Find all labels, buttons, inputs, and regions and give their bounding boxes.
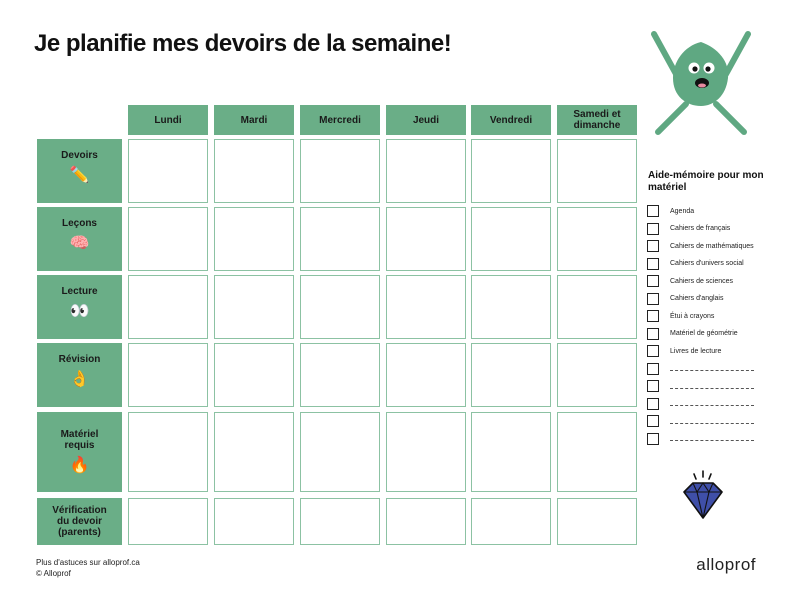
row-header-1: [37, 207, 122, 271]
checkbox[interactable]: [647, 310, 659, 322]
checklist-label: Cahiers d'univers social: [670, 260, 744, 267]
checkbox[interactable]: [647, 398, 659, 410]
eyes-icon: 👀: [69, 303, 90, 320]
checkbox[interactable]: [647, 433, 659, 445]
planner-cell[interactable]: [128, 498, 208, 545]
day-header-3: Jeudi: [386, 105, 466, 135]
blank-line[interactable]: [670, 384, 754, 389]
row-header-3: [37, 343, 122, 407]
checkbox[interactable]: [647, 415, 659, 427]
planner-cell[interactable]: [128, 207, 208, 271]
checklist-label: Livres de lecture: [670, 347, 722, 355]
checklist-item: [647, 223, 730, 235]
planner-cell[interactable]: [300, 412, 380, 492]
checklist-item: [647, 240, 754, 252]
checklist-item: [647, 310, 714, 322]
checklist-label: Cahiers de français: [670, 225, 731, 232]
planner-cell[interactable]: [300, 139, 380, 203]
day-header-0: Lundi: [128, 105, 208, 135]
checkbox[interactable]: [647, 223, 659, 235]
row-label: Leçons: [61, 218, 97, 229]
planner-cell[interactable]: [557, 498, 637, 545]
day-header-1: Mardi: [214, 105, 294, 135]
day-header-4: Vendredi: [471, 105, 551, 135]
checklist-item: [647, 415, 754, 427]
alloprof-logo: alloprof: [696, 555, 756, 574]
pencil-icon: ✏️: [69, 167, 90, 184]
row-label: Devoirs: [61, 150, 98, 161]
mascot-icon: [646, 26, 756, 138]
planner-cell[interactable]: [386, 139, 466, 203]
planner-cell[interactable]: [214, 139, 294, 203]
planner-cell[interactable]: [300, 275, 380, 339]
checkbox[interactable]: [647, 205, 659, 217]
planner-cell[interactable]: [471, 139, 551, 203]
checklist-item: [647, 293, 723, 305]
diamond-icon: [676, 470, 726, 522]
checklist-item: [647, 363, 754, 375]
row-header-4: [37, 412, 122, 492]
planner-cell[interactable]: [386, 207, 466, 271]
blank-line[interactable]: [670, 401, 754, 406]
planner-cell[interactable]: [214, 498, 294, 545]
checklist-label: Cahiers de mathématiques: [670, 242, 754, 250]
checkbox[interactable]: [647, 328, 659, 340]
planner-cell[interactable]: [471, 412, 551, 492]
planner-cell[interactable]: [386, 275, 466, 339]
planner-cell[interactable]: [557, 275, 637, 339]
row-header-2: [37, 275, 122, 339]
planner-cell[interactable]: [128, 343, 208, 407]
materials-checklist-title: Aide-mémoire pour mon matériel: [648, 170, 764, 193]
checklist-item: [647, 328, 738, 340]
planner-cell[interactable]: [471, 343, 551, 407]
checklist-label: Étui à crayons: [670, 312, 715, 320]
checklist-item: [647, 380, 754, 392]
checkbox[interactable]: [647, 363, 659, 375]
planner-cell[interactable]: [214, 207, 294, 271]
day-header-5: Samedi et dimanche: [557, 105, 637, 135]
row-label: Matériel requis: [60, 429, 99, 451]
planner-cell[interactable]: [300, 343, 380, 407]
checklist-item: [647, 275, 733, 287]
checkbox[interactable]: [647, 293, 659, 305]
checklist-item: [647, 345, 721, 357]
footer: [36, 557, 140, 579]
row-label: Lecture: [61, 286, 98, 297]
ok-hand-icon: 👌: [69, 371, 90, 388]
checklist-item: [647, 205, 694, 217]
checkbox[interactable]: [647, 380, 659, 392]
checkbox[interactable]: [647, 240, 659, 252]
planner-cell[interactable]: [386, 412, 466, 492]
row-label: Vérification du devoir (parents): [52, 505, 107, 538]
page-title: Je planifie mes devoirs de la semaine!: [34, 30, 452, 57]
planner-cell[interactable]: [386, 343, 466, 407]
planner-cell[interactable]: [214, 343, 294, 407]
planner-cell[interactable]: [471, 498, 551, 545]
checkbox[interactable]: [647, 345, 659, 357]
planner-cell[interactable]: [386, 498, 466, 545]
planner-cell[interactable]: [471, 207, 551, 271]
checklist-item: [647, 433, 754, 445]
planner-cell[interactable]: [214, 412, 294, 492]
checklist-label: Matériel de géométrie: [670, 330, 738, 337]
footer-copyright: © Alloprof: [36, 569, 71, 578]
planner-cell[interactable]: [557, 207, 637, 271]
checklist-label: Cahiers de sciences: [670, 277, 734, 285]
checklist-item: [647, 258, 744, 270]
checklist-label: Cahiers d'anglais: [670, 295, 724, 302]
checkbox[interactable]: [647, 275, 659, 287]
blank-line[interactable]: [670, 366, 754, 371]
brain-icon: 🧠: [69, 235, 90, 252]
row-label: Révision: [58, 354, 101, 365]
checklist-item: [647, 398, 754, 410]
planner-cell[interactable]: [557, 412, 637, 492]
planner-cell[interactable]: [471, 275, 551, 339]
blank-line[interactable]: [670, 419, 754, 424]
blank-line[interactable]: [670, 436, 754, 441]
checklist-label: Agenda: [670, 207, 695, 215]
fire-icon: 🔥: [69, 457, 90, 474]
row-header-5: [37, 498, 122, 545]
planner-cell[interactable]: [128, 412, 208, 492]
planner-cell[interactable]: [557, 343, 637, 407]
day-header-2: Mercredi: [300, 105, 380, 135]
planner-cell[interactable]: [300, 498, 380, 545]
planner-cell[interactable]: [557, 139, 637, 203]
footer-website-text: Plus d'astuces sur alloprof.ca: [36, 558, 140, 567]
row-header-0: [37, 139, 122, 203]
planner-cell[interactable]: [128, 139, 208, 203]
planner-cell[interactable]: [300, 207, 380, 271]
planner-cell[interactable]: [214, 275, 294, 339]
checkbox[interactable]: [647, 258, 659, 270]
planner-cell[interactable]: [128, 275, 208, 339]
